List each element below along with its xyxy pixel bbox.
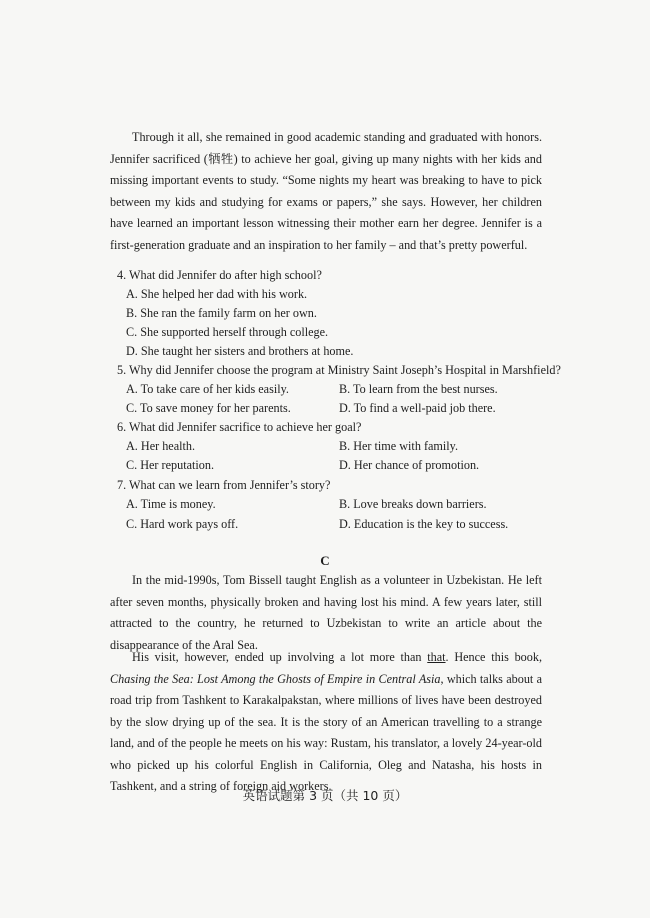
question-7-option-c: C. Hard work pays off. (126, 517, 239, 531)
book-title: Chasing the Sea: Lost Among the Ghosts of Empire in Central Asia (110, 671, 441, 686)
question-7-stem: 7. What can we learn from Jennifer’s story? (117, 478, 331, 492)
question-7-option-d: D. Education is the key to success. (339, 517, 509, 531)
question-6-stem: 6. What did Jennifer sacrifice to achieve her goal? (117, 420, 362, 434)
question-5-option-c: C. To save money for her parents. (126, 401, 291, 415)
chinese-gloss: 牺牲 (207, 151, 234, 166)
underlined-word: that (427, 650, 446, 664)
question-4-option-d: D. She taught her sisters and brothers at home. (126, 344, 354, 358)
question-5-stem: 5. Why did Jennifer choose the program at Ministry Saint Joseph’s Hospital in Marshfield? (117, 363, 561, 377)
question-5-option-b: B. To learn from the best nurses. (339, 382, 498, 396)
passage-text: , which talks about a road trip from Tashkent to Karakalpakstan, where millions of lives have been destroyed by the slow drying up of the sea. It is the story of an American travelling to a strange land, and of the people he meets on his way: Rustam, his translator, a lovely 24-year-old who picked up his colorful English in California, Oleg and Natasha, his hosts in Tashkent, and a string of foreign aid workers. (110, 671, 542, 793)
passage-text: In the mid-1990s, Tom Bissell taught English as a volunteer in Uzbekistan. He left after seven months, physically broken and having lost his mind. A few years later, still attracted to the country, he returned to Uzbekistan to write an article about the disappearance of the Aral Sea. (110, 573, 542, 652)
passage-c-paragraph-2 (110, 647, 542, 798)
question-5-option-a: A. To take care of her kids easily. (126, 382, 289, 396)
question-4-option-c: C. She supported herself through college. (126, 325, 329, 339)
question-6-option-d: D. Her chance of promotion. (339, 458, 480, 472)
passage-c-paragraph-1 (110, 570, 542, 656)
question-4-option-a: A. She helped her dad with his work. (126, 287, 308, 301)
passage-text: Through it all, she remained in good academic standing and graduated with honors. Jennifer sacrificed ( (110, 130, 542, 166)
question-4-stem: 4. What did Jennifer do after high school? (117, 268, 322, 282)
question-6-option-b: B. Her time with family. (339, 439, 459, 453)
section-heading: C (320, 553, 330, 568)
question-7-option-a: A. Time is money. (126, 497, 216, 511)
page-footer: 英语试题第 3 页（共 10 页） (242, 788, 408, 803)
question-6-option-a: A. Her health. (126, 439, 196, 453)
passage-b-final-paragraph (110, 127, 542, 256)
passage-text: . Hence this book, (445, 650, 542, 664)
passage-text: ) to achieve her goal, giving up many nights with her kids and missing important events to study. “Some nights my heart was breaking to have to pick between my kids and studying for exams or papers,” she says. However, her children have learned an important lesson witnessing their mother earn her degree. Jennifer is a first-generation graduate and an inspiration to her family – and that’s pretty powerful. (110, 151, 542, 252)
question-7-option-b: B. Love breaks down barriers. (339, 497, 487, 511)
passage-text: His visit, however, ended up involving a lot more than (132, 650, 428, 664)
question-5-option-d: D. To find a well-paid job there. (339, 401, 496, 415)
question-4-option-b: B. She ran the family farm on her own. (126, 306, 317, 320)
question-6-option-c: C. Her reputation. (126, 458, 214, 472)
